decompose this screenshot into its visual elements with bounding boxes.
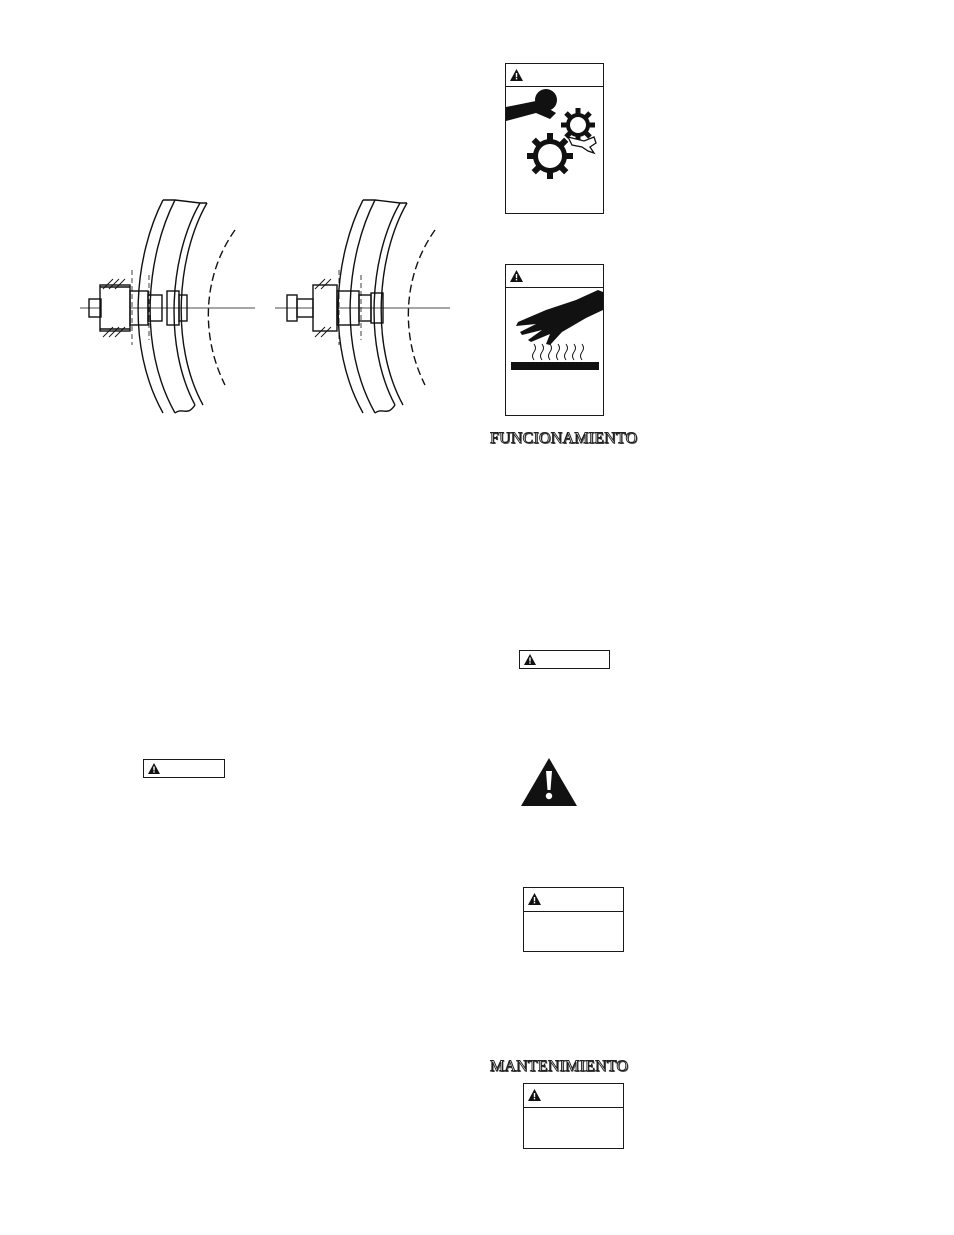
warning-triangle-icon xyxy=(528,1089,541,1101)
assembly-diagram-right xyxy=(275,200,450,413)
warning-label-operation xyxy=(519,650,610,669)
warning-box-operation xyxy=(523,887,624,952)
warning-box-maintenance xyxy=(523,1083,624,1149)
warning-triangle-icon xyxy=(510,270,523,282)
wheel-hub-assembly-diagram xyxy=(75,195,455,420)
entanglement-hazard-label xyxy=(505,63,604,214)
warning-triangle-icon xyxy=(148,763,160,774)
assembly-diagram-left xyxy=(80,200,255,413)
operation-section-heading: FUNCIONAMIENTO xyxy=(490,430,638,447)
warning-box-header xyxy=(524,888,623,912)
large-warning-triangle-icon xyxy=(521,758,577,806)
warning-triangle-icon xyxy=(528,893,541,905)
hot-surface-hazard-label xyxy=(505,264,604,416)
maintenance-section-heading: MANTENIMIENTO xyxy=(490,1058,629,1075)
warning-triangle-icon xyxy=(524,654,536,665)
gear-entanglement-icon xyxy=(506,87,603,187)
hot-surface-icon xyxy=(506,288,603,378)
hazard-label-header xyxy=(506,64,603,87)
warning-box-header xyxy=(524,1084,623,1108)
warning-label-left xyxy=(143,759,225,778)
warning-triangle-icon xyxy=(510,69,523,81)
hazard-label-header xyxy=(506,265,603,288)
